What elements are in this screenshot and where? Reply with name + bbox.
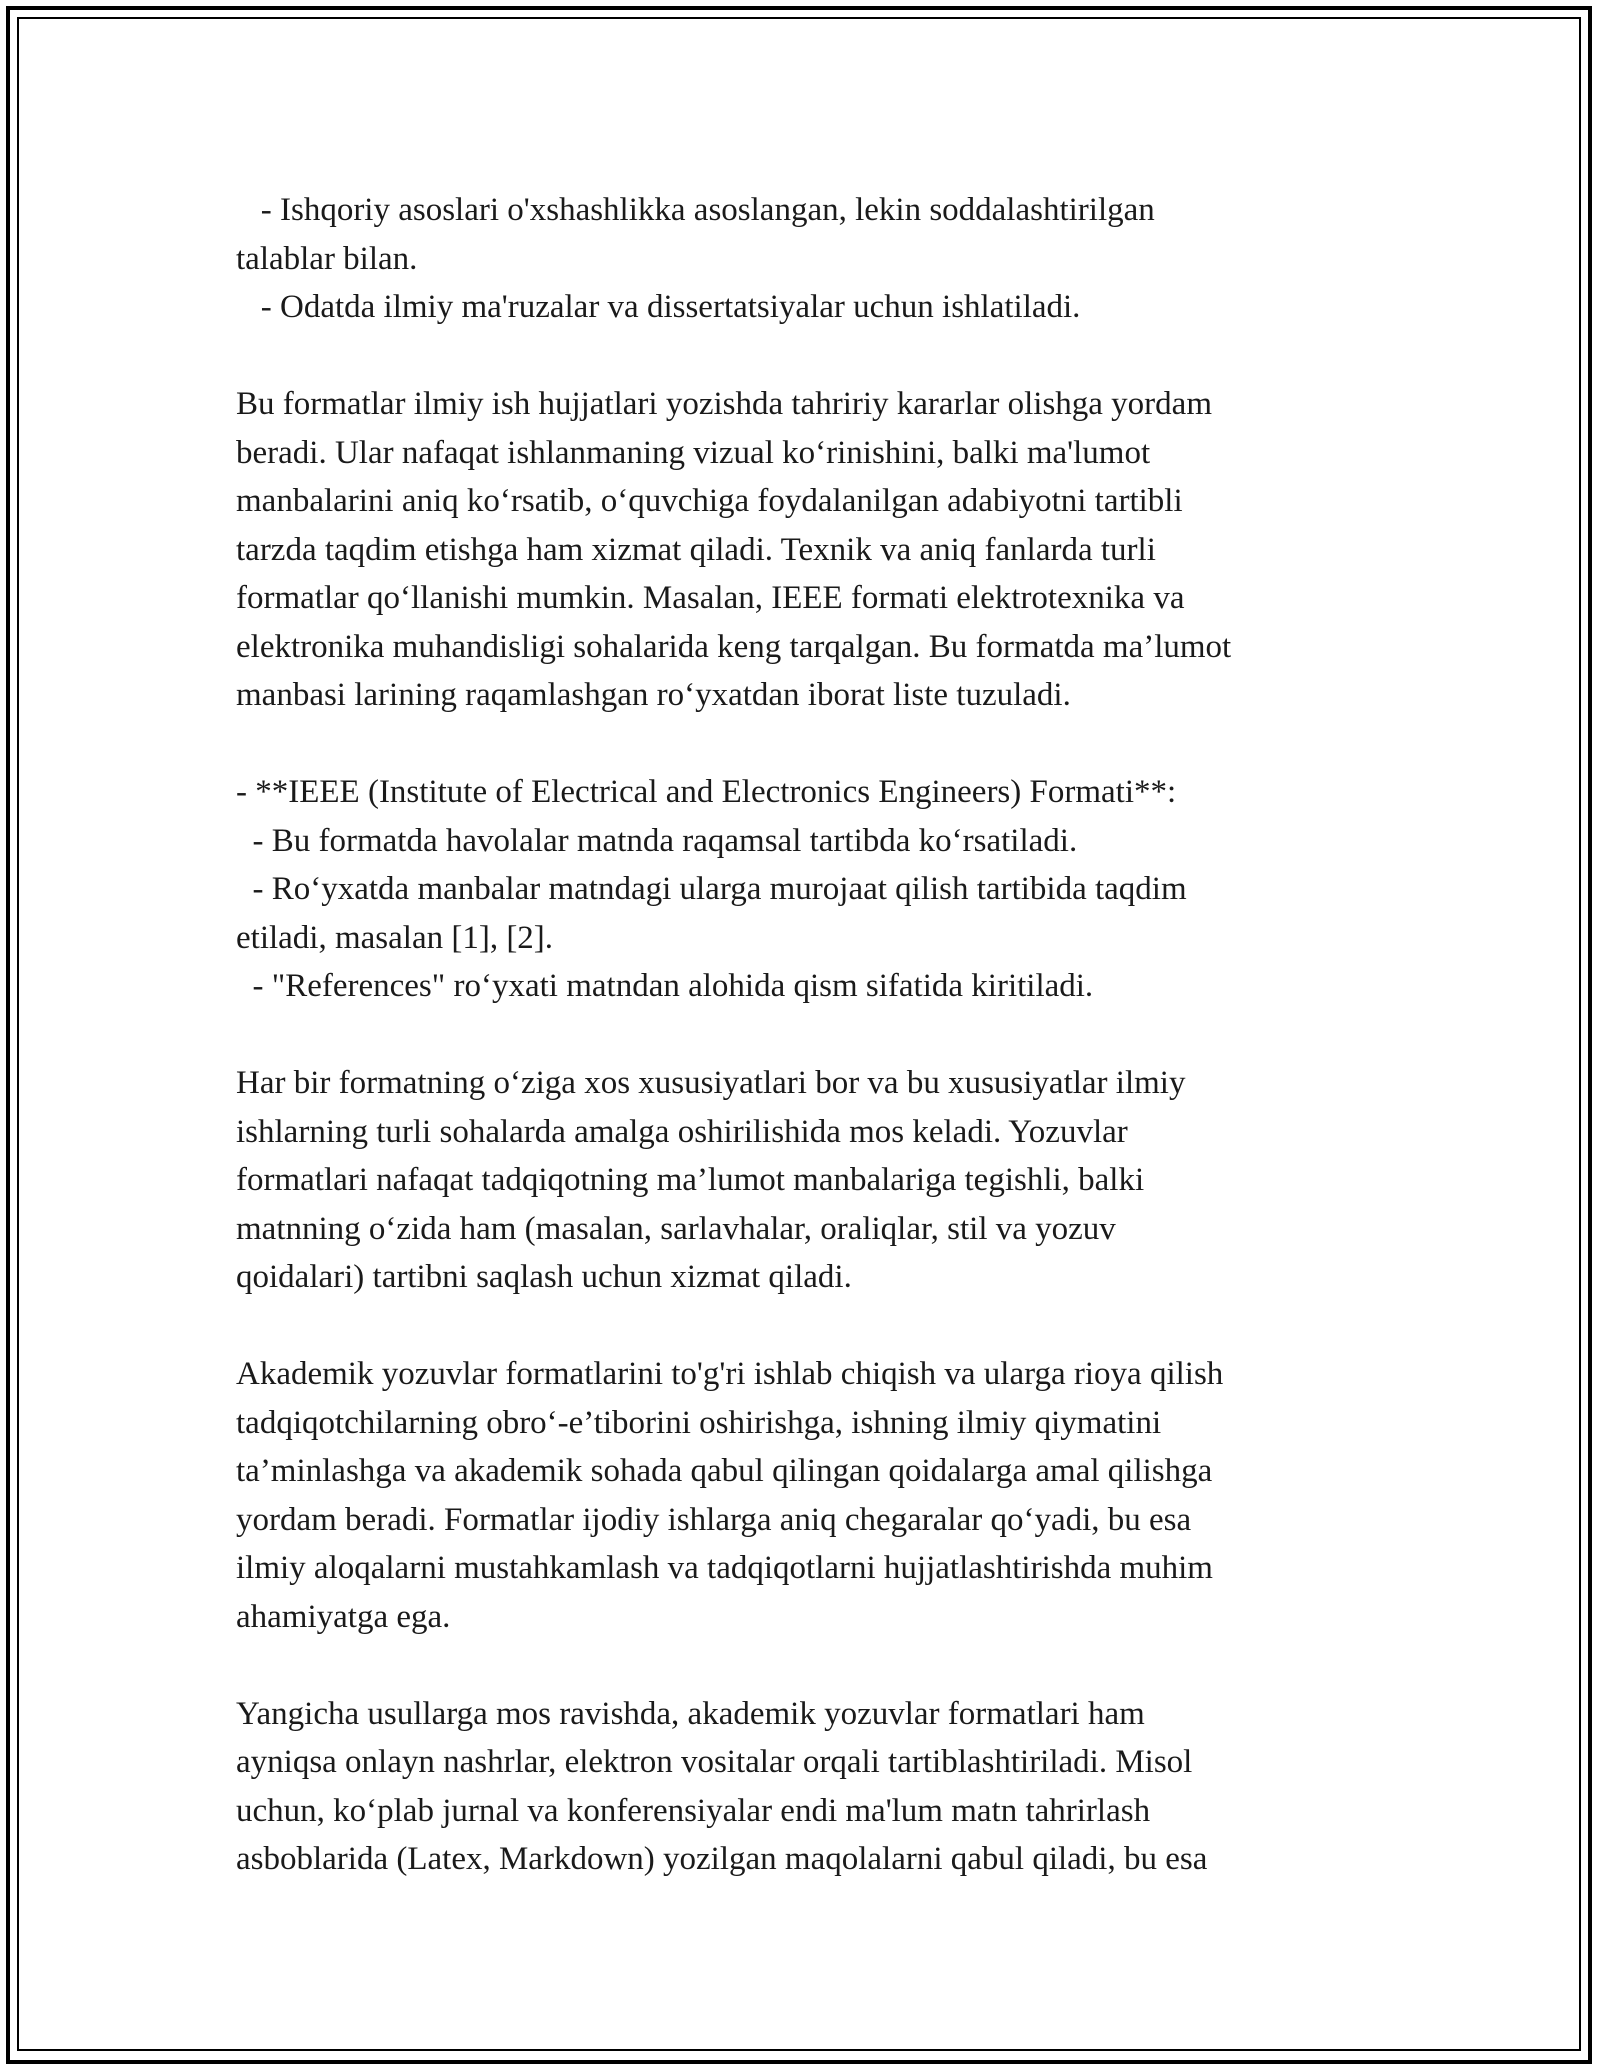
text-line: - **IEEE (Institute of Electrical and Electronics Engineers) Formati**:	[236, 774, 1177, 810]
text-line: Bu formatlar ilmiy ish hujjatlari yozishda tahririy kararlar olishga yordam	[236, 386, 1212, 422]
text-line: manbalarini aniq ko‘rsatib, o‘quvchiga foydalanilgan adabiyotni tartibli	[236, 483, 1183, 519]
text-line: - Bu formatda havolalar matnda raqamsal tartibda ko‘rsatiladi.	[236, 822, 1078, 859]
text-line: asboblarida (Latex, Markdown) yozilgan maqolalarni qabul qiladi, bu esa	[236, 1841, 1208, 1877]
text-line: beradi. Ular nafaqat ishlanmaning vizual ko‘rinishini, balki ma'lumot	[236, 434, 1151, 471]
paragraph-break	[236, 720, 1366, 769]
text-line: ilmiy aloqalarni mustahkamlash va tadqiqotlarni hujjatlashtirishda muhim	[236, 1550, 1213, 1586]
text-line: Yangicha usullarga mos ravishda, akademik yozuvlar formatlari ham	[236, 1695, 1145, 1732]
text-line: - Ro‘yxatda manbalar matndagi ularga murojaat qilish tartibida taqdim	[236, 871, 1187, 907]
text-line: talablar bilan.	[236, 240, 418, 277]
text-line: uchun, ko‘plab jurnal va konferensiyalar endi ma'lum matn tahrirlash	[236, 1792, 1151, 1829]
text-line: formatlari nafaqat tadqiqotning ma’lumot manbalariga tegishli, balki	[236, 1162, 1145, 1198]
text-line: ahamiyatga ega.	[236, 1598, 451, 1635]
text-line: Har bir formatning o‘ziga xos xususiyatlari bor va bu xususiyatlar ilmiy	[236, 1065, 1186, 1101]
document-body	[236, 186, 1366, 1884]
paragraph-break	[236, 1302, 1366, 1351]
text-line: ishlarning turli sohalarda amalga oshirilishida mos keladi. Yozuvlar	[236, 1113, 1128, 1150]
text-line: formatlar qo‘llanishi mumkin. Masalan, IEEE formati elektrotexnika va	[236, 580, 1185, 616]
text-line: etiladi, masalan [1], [2].	[236, 919, 554, 956]
text-line: ta’minlashga va akademik sohada qabul qilingan qoidalarga amal qilishga	[236, 1453, 1213, 1489]
text-line: Akademik yozuvlar formatlarini to'g'ri ishlab chiqish va ularga rioya qilish	[236, 1356, 1224, 1392]
text-line: yordam beradi. Formatlar ijodiy ishlarga aniq chegaralar qo‘yadi, bu esa	[236, 1501, 1192, 1538]
text-line: elektronika muhandisligi sohalarida keng tarqalgan. Bu formatda ma’lumot	[236, 628, 1232, 665]
paragraph-break	[236, 1011, 1366, 1060]
text-line: tarzda taqdim etishga ham xizmat qiladi. Texnik va aniq fanlarda turli	[236, 531, 1156, 568]
paragraph-break	[236, 1641, 1366, 1690]
text-line: - Odatda ilmiy ma'ruzalar va dissertatsiyalar uchun ishlatiladi.	[236, 289, 1081, 325]
text-line: matnning o‘zida ham (masalan, sarlavhalar, oraliqlar, stil va yozuv	[236, 1210, 1116, 1247]
text-line: - Ishqoriy asoslari o'xshashlikka asoslangan, lekin soddalashtirilgan	[236, 192, 1155, 228]
text-line: tadqiqotchilarning obro‘-e’tiborini oshirishga, ishning ilmiy qiymatini	[236, 1404, 1162, 1441]
text-line: ayniqsa onlayn nashrlar, elektron vositalar orqali tartiblashtiriladi. Misol	[236, 1744, 1193, 1780]
text-line: manbasi larining raqamlashgan ro‘yxatdan iborat liste tuzuladi.	[236, 677, 1071, 713]
paragraph-break	[236, 332, 1366, 381]
text-line: qoidalari) tartibni saqlash uchun xizmat qiladi.	[236, 1259, 852, 1295]
text-line: - "References" ro‘yxati matndan alohida qism sifatida kiritiladi.	[236, 968, 1094, 1004]
